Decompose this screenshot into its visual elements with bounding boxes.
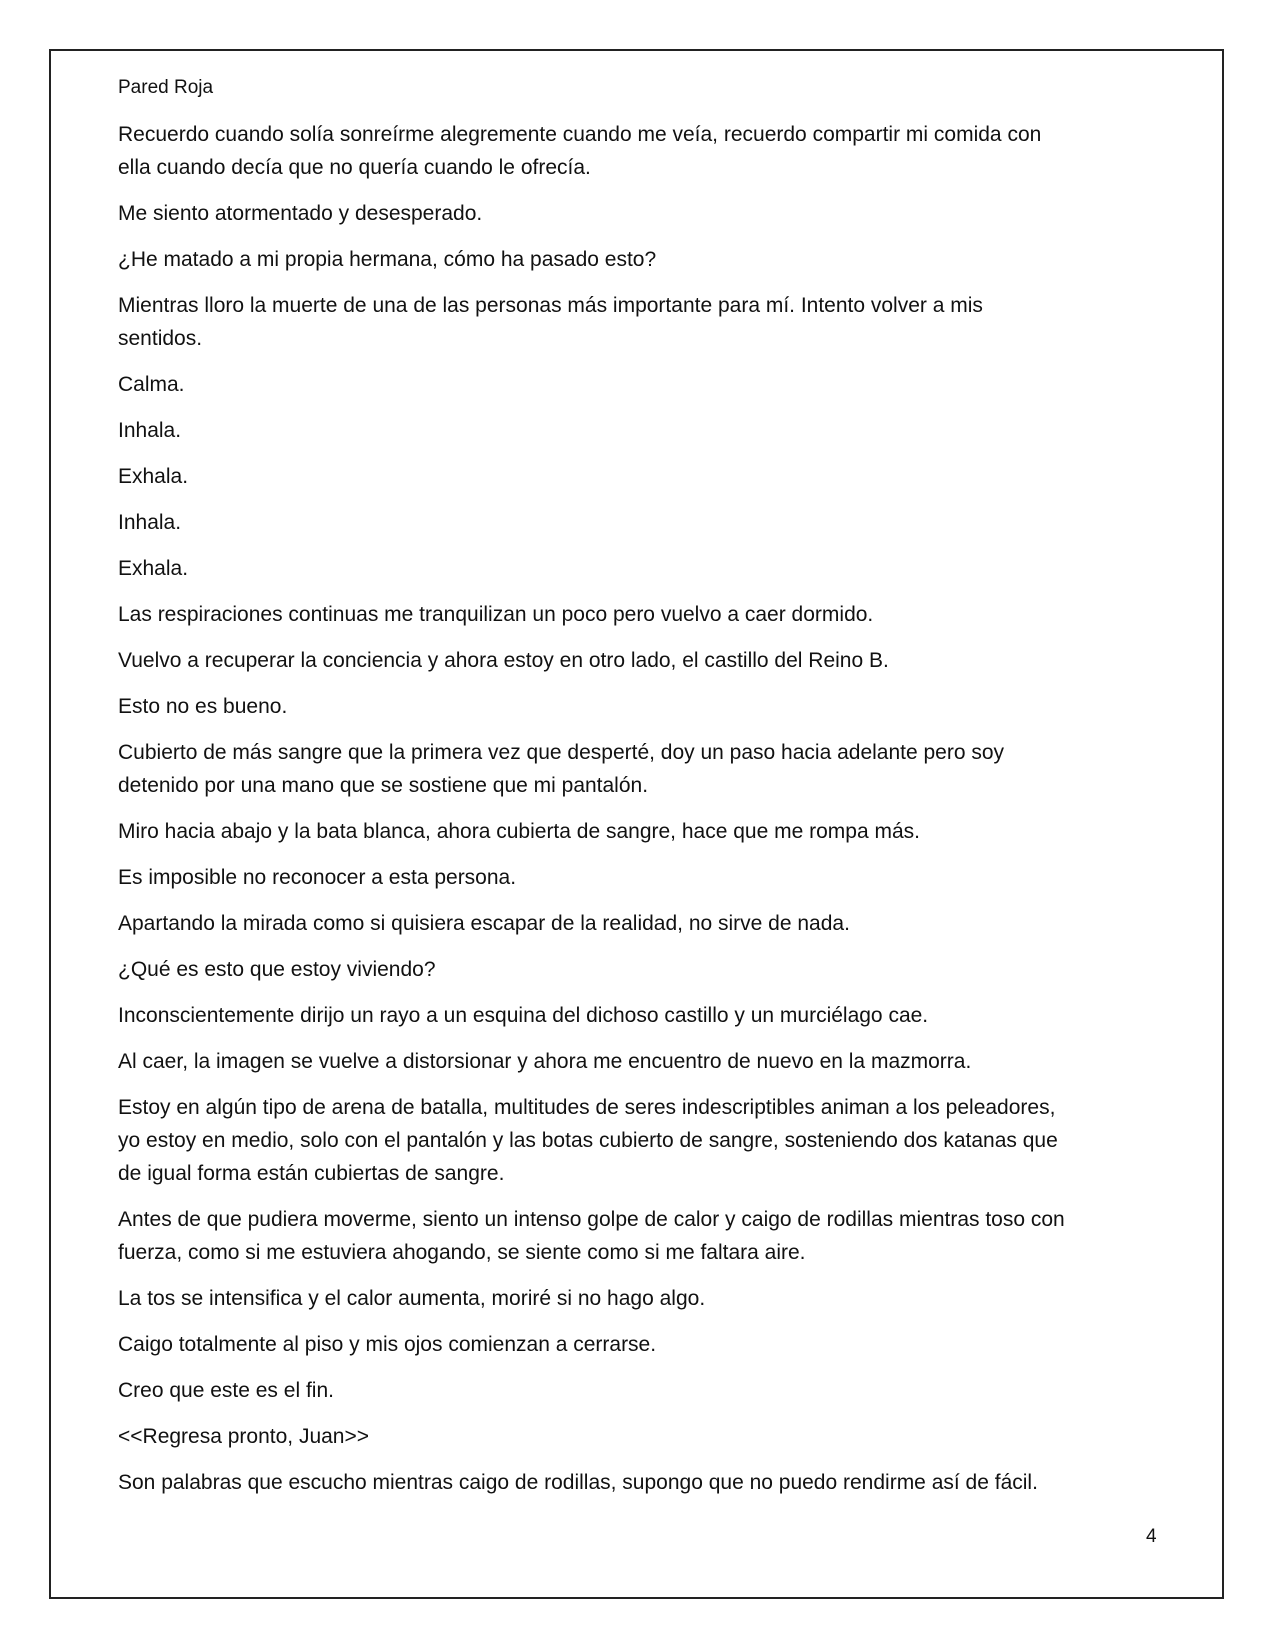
paragraph <box>118 506 1168 539</box>
paragraph <box>118 736 1168 802</box>
paragraph-line: ¿He matado a mi propia hermana, cómo ha pasado esto? <box>118 248 657 271</box>
paragraph-line: Calma. <box>118 373 185 396</box>
paragraph-line: La tos se intensifica y el calor aumenta, moriré si no hago algo. <box>118 1287 706 1310</box>
paragraph <box>118 953 1168 986</box>
paragraph-line: Cubierto de más sangre que la primera vez que desperté, doy un paso hacia adelante pero soy <box>118 741 1005 764</box>
paragraph <box>118 1203 1168 1269</box>
paragraph-line: Estoy en algún tipo de arena de batalla, multitudes de seres indescriptibles animan a los peleadores, <box>118 1096 1056 1119</box>
paragraph-line: Vuelvo a recuperar la conciencia y ahora estoy en otro lado, el castillo del Reino B. <box>118 649 889 672</box>
paragraph-line: Apartando la mirada como si quisiera escapar de la realidad, no sirve de nada. <box>118 912 850 935</box>
paragraph-line: de igual forma están cubiertas de sangre. <box>118 1162 505 1185</box>
paragraph <box>118 460 1168 493</box>
paragraph-line: yo estoy en medio, solo con el pantalón y las botas cubierto de sangre, sosteniendo dos katanas que <box>118 1129 1058 1152</box>
paragraph-line: Las respiraciones continuas me tranquilizan un poco pero vuelvo a caer dormido. <box>118 603 874 626</box>
paragraph <box>118 243 1168 276</box>
paragraph <box>118 368 1168 401</box>
paragraph <box>118 414 1168 447</box>
paragraph-line: sentidos. <box>118 327 203 350</box>
paragraph <box>118 1282 1168 1315</box>
paragraph <box>118 999 1168 1032</box>
paragraph-line: Recuerdo cuando solía sonreírme alegremente cuando me veía, recuerdo compartir mi comida con <box>118 123 1042 146</box>
document-header: Pared Roja <box>118 77 214 98</box>
paragraph-line: detenido por una mano que se sostiene que mi pantalón. <box>118 774 649 797</box>
paragraph-line: Esto no es bueno. <box>118 695 288 718</box>
paragraph <box>118 1045 1168 1078</box>
paragraph-line: Exhala. <box>118 557 189 580</box>
paragraph <box>118 690 1168 723</box>
paragraph-line: Caigo totalmente al piso y mis ojos comienzan a cerrarse. <box>118 1333 657 1356</box>
paragraph-line: Al caer, la imagen se vuelve a distorsionar y ahora me encuentro de nuevo en la mazmorra. <box>118 1050 972 1073</box>
paragraph-line: <<Regresa pronto, Juan>> <box>118 1425 370 1448</box>
paragraph-line: Me siento atormentado y desesperado. <box>118 202 483 225</box>
paragraph <box>118 1466 1168 1499</box>
paragraph-line: ¿Qué es esto que estoy viviendo? <box>118 958 436 981</box>
document-body <box>118 118 1168 1512</box>
paragraph-line: Es imposible no reconocer a esta persona. <box>118 866 517 889</box>
paragraph-line: Creo que este es el fin. <box>118 1379 334 1402</box>
paragraph-line: Inhala. <box>118 511 182 534</box>
paragraph <box>118 861 1168 894</box>
paragraph-line: Inconscientemente dirijo un rayo a un esquina del dichoso castillo y un murciélago cae. <box>118 1004 929 1027</box>
paragraph <box>118 907 1168 940</box>
paragraph-line: ella cuando decía que no quería cuando le ofrecía. <box>118 156 591 179</box>
paragraph <box>118 118 1168 184</box>
paragraph-line: Mientras lloro la muerte de una de las personas más importante para mí. Intento volver a mis <box>118 294 983 317</box>
paragraph <box>118 1374 1168 1407</box>
paragraph <box>118 197 1168 230</box>
paragraph <box>118 1091 1168 1190</box>
paragraph-line: Antes de que pudiera moverme, siento un intenso golpe de calor y caigo de rodillas mientras toso con <box>118 1208 1065 1231</box>
paragraph <box>118 815 1168 848</box>
paragraph-line: Son palabras que escucho mientras caigo de rodillas, supongo que no puedo rendirme así de fácil. <box>118 1471 1038 1494</box>
paragraph <box>118 1328 1168 1361</box>
paragraph-line: fuerza, como si me estuviera ahogando, se siente como si me faltara aire. <box>118 1241 806 1264</box>
paragraph <box>118 1420 1168 1453</box>
paragraph <box>118 289 1168 355</box>
paragraph-line: Miro hacia abajo y la bata blanca, ahora cubierta de sangre, hace que me rompa más. <box>118 820 920 843</box>
paragraph <box>118 598 1168 631</box>
page-number: 4 <box>1146 1526 1157 1547</box>
paragraph-line: Inhala. <box>118 419 182 442</box>
paragraph <box>118 644 1168 677</box>
paragraph-line: Exhala. <box>118 465 189 488</box>
paragraph <box>118 552 1168 585</box>
